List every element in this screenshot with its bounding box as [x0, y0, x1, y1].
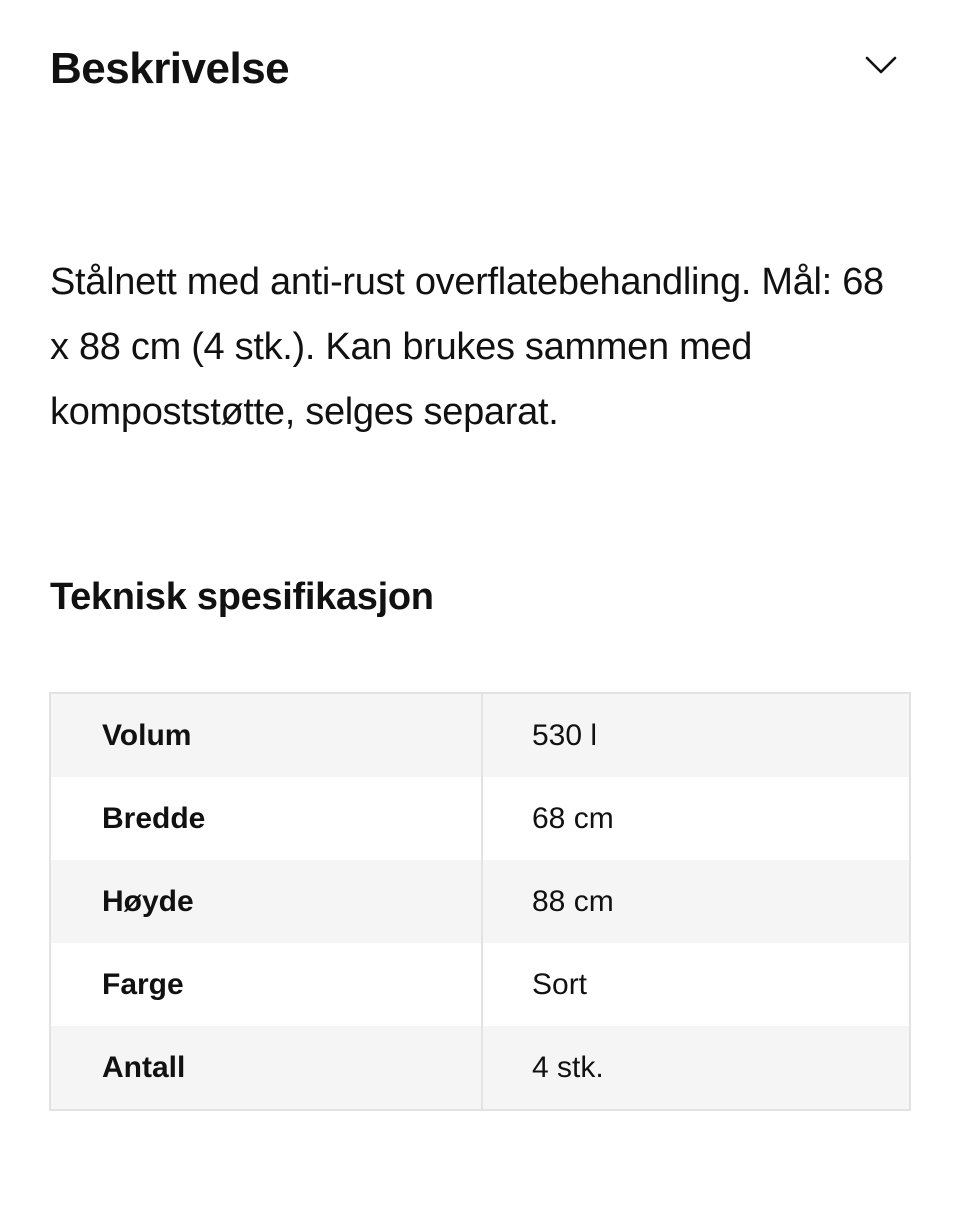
spec-row-height — [50, 860, 910, 943]
description-text: Stålnett med anti-rust overflatebehandling. Mål: 68 x 88 cm (4 stk.). Kan brukes sammen med kompoststøtte, selges separat. — [50, 261, 884, 433]
spec-row-color — [50, 943, 910, 1026]
spec-label: Antall — [50, 1026, 482, 1110]
spec-label: Volum — [50, 693, 482, 777]
spec-row-quantity — [50, 1026, 910, 1110]
spec-value: 4 stk. — [482, 1026, 910, 1110]
description-accordion-header[interactable] — [50, 38, 910, 100]
spec-value: 88 cm — [482, 860, 910, 943]
spec-label: Høyde — [50, 860, 482, 943]
spec-label: Bredde — [50, 777, 482, 860]
spec-value: 530 l — [482, 693, 910, 777]
description-title: Beskrivelse — [50, 44, 290, 93]
spec-value: 68 cm — [482, 777, 910, 860]
spec-label: Farge — [50, 943, 482, 1026]
spec-table — [49, 692, 911, 1111]
spec-value: Sort — [482, 943, 910, 1026]
chevron-down-icon[interactable] — [864, 52, 898, 78]
spec-row-volume — [50, 693, 910, 777]
spec-row-width — [50, 777, 910, 860]
spec-title: Teknisk spesifikasjon — [50, 576, 434, 618]
